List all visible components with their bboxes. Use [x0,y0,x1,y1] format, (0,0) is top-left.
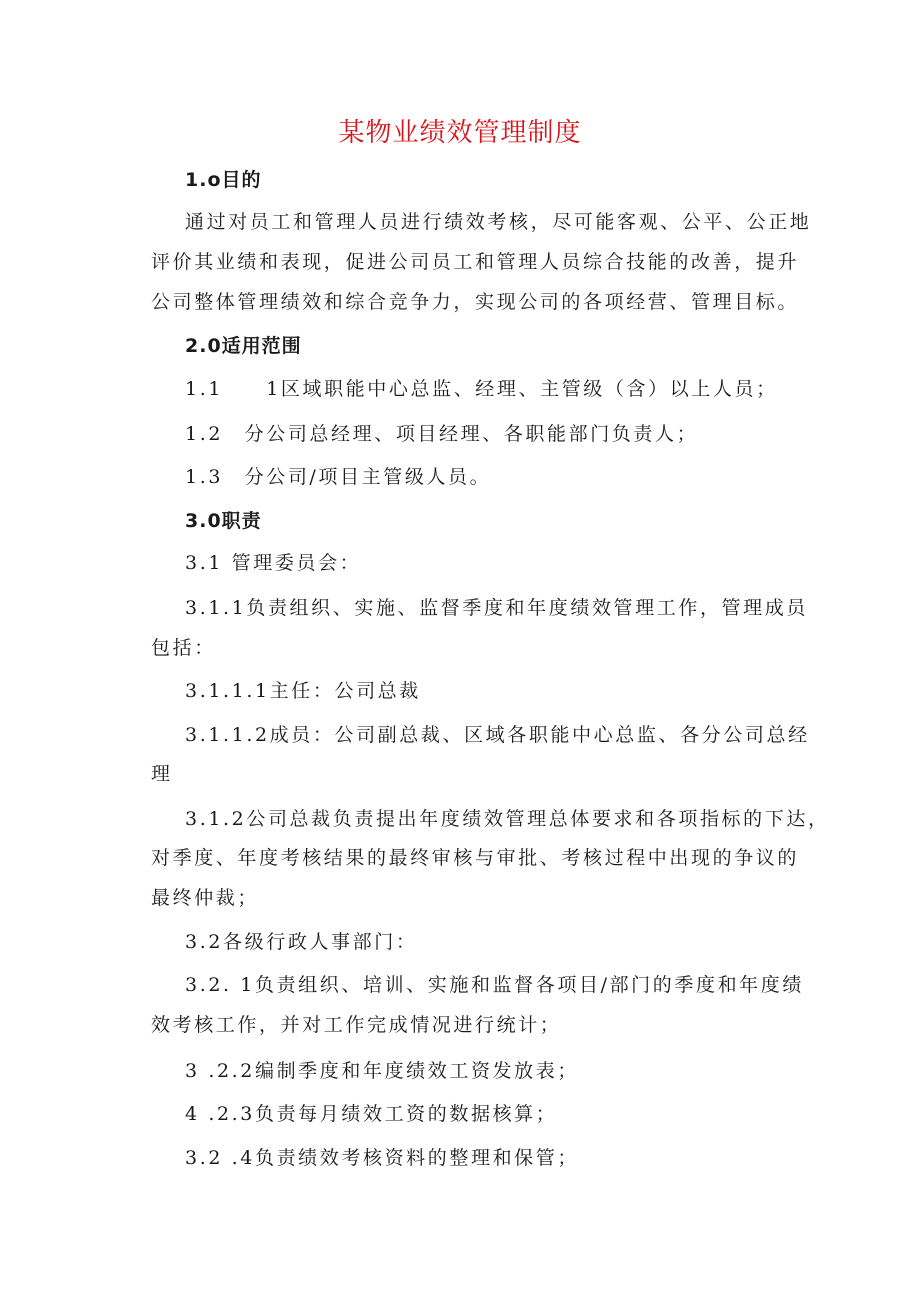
duty-item: 3.1 管理委员会： [185,552,362,574]
section-heading-scope: 2.0适用范围 [185,335,302,357]
scope-item: 1.3 分公司/项目主管级人员。 [185,466,492,488]
purpose-paragraph-line: 评价其业绩和表现，促进公司员工和管理人员综合技能的改善，提升 [151,251,800,273]
duty-item-line: 最终仲裁； [151,887,260,909]
section-heading-purpose: 1.o目的 [185,169,262,191]
section-heading-duties: 3.0职责 [185,510,262,532]
document-title: 某物业绩效管理制度 [338,118,582,148]
duty-item: 4 .2.3负责每月绩效工资的数据核算； [185,1103,558,1125]
duty-item-line: 3.1.1负责组织、实施、监督季度和年度绩效管理工作，管理成员 [185,597,808,619]
duty-item: 3.1.1.1主任：公司总裁 [185,680,421,702]
duty-item-line: 3.2. 1负责组织、培训、实施和监督各项目/部门的季度和年度绩 [185,974,804,996]
duty-item: 3 .2.2编制季度和年度绩效工资发放表； [185,1060,579,1082]
purpose-paragraph-line: 通过对员工和管理人员进行绩效考核，尽可能客观、公平、公正地 [185,211,812,233]
duty-item-line: 3.1.1.2成员：公司副总裁、区域各职能中心总监、各分公司总经 [185,724,810,746]
purpose-paragraph-line: 公司整体管理绩效和综合竞争力，实现公司的各项经营、管理目标。 [151,291,800,313]
duty-item-line: 理 [151,763,173,785]
duty-item-line: 对季度、年度考核结果的最终审核与审批、考核过程中出现的争议的 [151,847,800,869]
scope-item: 1.2 分公司总经理、项目经理、各职能部门负责人； [185,423,699,445]
duty-item-line: 效考核工作，并对工作完成情况进行统计； [151,1014,562,1036]
duty-item-line: 3.1.2公司总裁负责提出年度绩效管理总体要求和各项指标的下达， [185,808,830,830]
duty-item: 3.2各级行政人事部门： [185,931,418,953]
scope-item: 1.1 1区域职能中心总监、经理、主管级（含）以上人员； [185,378,778,400]
duty-item-line: 包括： [151,637,216,659]
duty-item: 3.2 .4负责绩效考核资料的整理和保管； [185,1147,579,1169]
